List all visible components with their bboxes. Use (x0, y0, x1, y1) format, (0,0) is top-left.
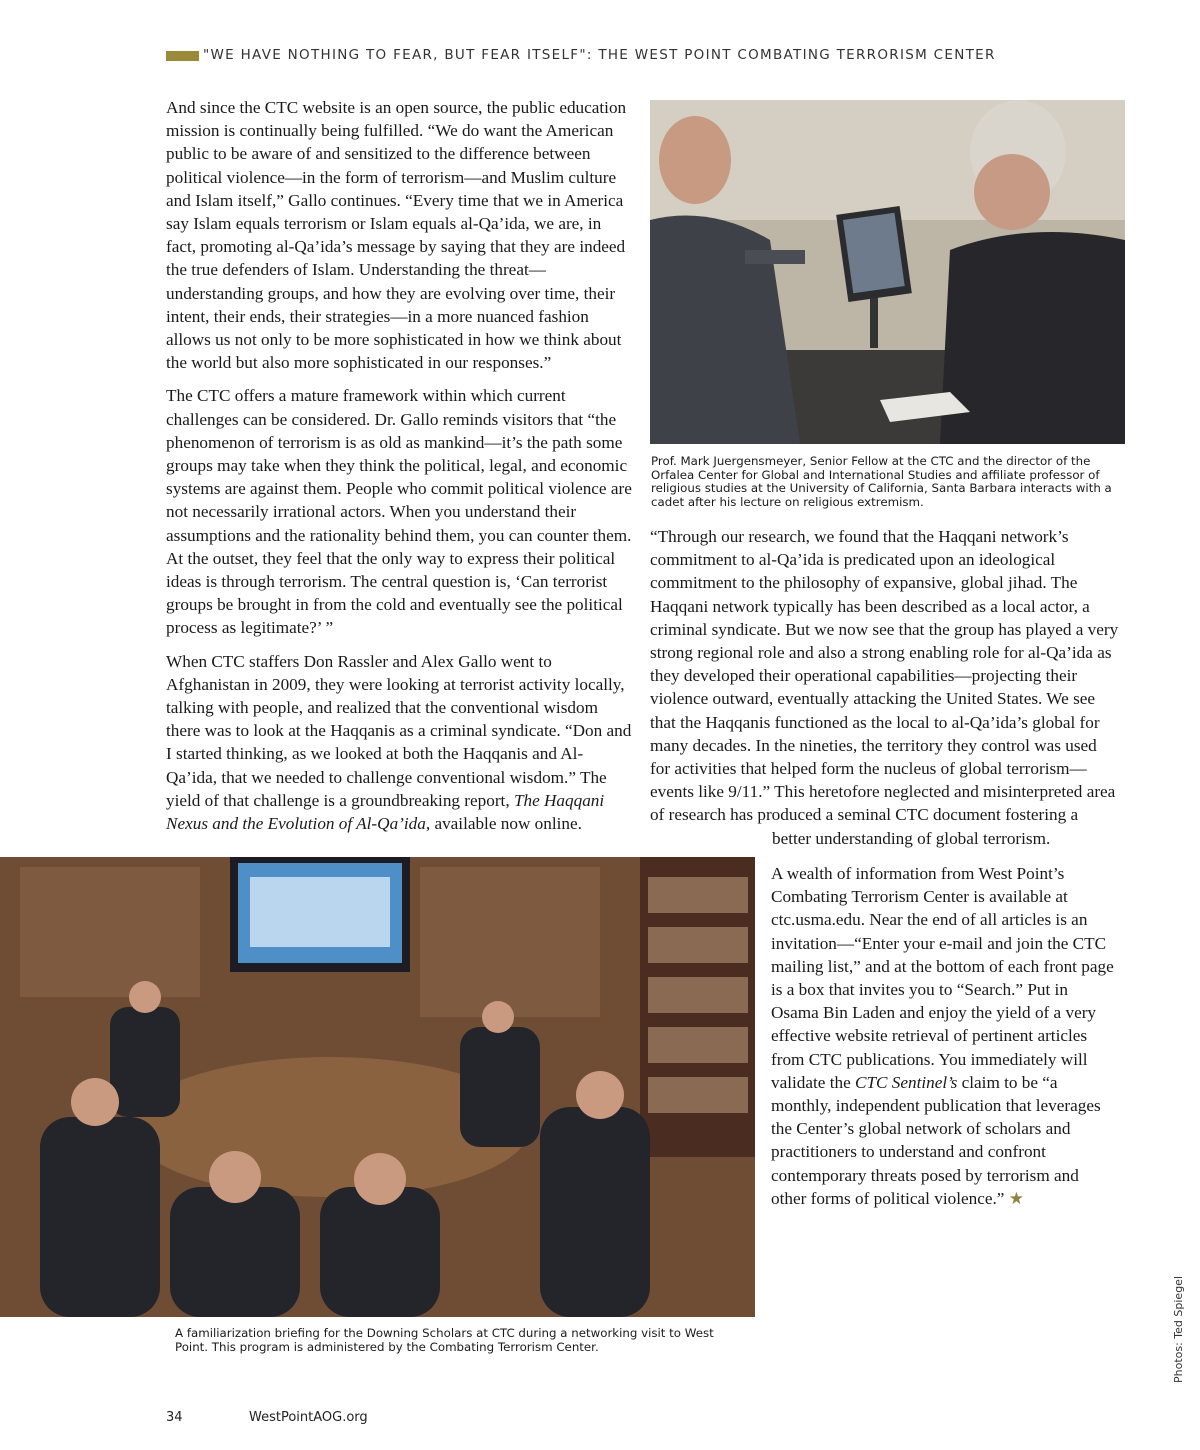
photo-credit: Photos: Ted Spiegel (1172, 1275, 1185, 1383)
running-header: "WE HAVE NOTHING TO FEAR, BUT FEAR ITSELF": THE WEST POINT COMBATING TERRORISM CENTER (203, 47, 996, 63)
quote-paragraph: “Through our research, we found that the Haqqani network’s commitment to al-Qa’ida is predicated upon an ideological commitment to the philosophy of expansive, global jihad. The Haqqani network typically has been described as a local actor, a criminal syndicate. But we now see that the group has played a very strong regional role and also a strong enabling role for al-Qa’ida as they developed their operational capabilities—projecting their violence outward, eventually attacking the United States. We see that the Haqqanis functioned as the local to al-Qa’ida’s global for many decades. In the nineties, the territory they control was used for activities that helped form the nucleus of global terrorism—events like 9/11.” This heretofore neglected and misinterpreted area of research has produced a seminal CTC document fostering a better understanding of global terrorism. (650, 527, 1119, 848)
footer-website: WestPointAOG.org (249, 1410, 368, 1425)
right-column-lower (771, 862, 1116, 1220)
end-star-icon: ★ (1008, 1188, 1025, 1208)
paragraph-3: When CTC staffers Don Rassler and Alex Gallo went to Afghanistan in 2009, they were looking at terrorist activity locally, talking with people, and realized that the conventional wisdom there was to look at the Haqqanis as a criminal syndicate. “Don and I started thinking, as we looked at both the Haqqanis and Al-Qa’ida, that we needed to challenge conventional wisdom.” The yield of that challenge is a groundbreaking report, The Haqqani Nexus and the Evolution of Al-Qa’ida, available now online. (166, 651, 632, 834)
publication-title: CTC Sentinel’s (855, 1072, 958, 1092)
right-column (650, 525, 1120, 861)
page-number: 34 (166, 1410, 183, 1425)
photo-briefing-room (0, 857, 755, 1317)
paragraph-2: The CTC offers a mature framework within which current challenges can be considered. Dr. Gallo reminds visitors that “the phenomenon of terrorism is as old as mankind—it’s the path some groups may take when they think the political, legal, and economic systems are against them. People who commit political violence are not necessarily irrational actors. When you understand their assumptions and the rationality behind them, you can counter them. At the outset, they feel that the only way to express their political ideas is through terrorism. The central question is, ‘Can terrorist groups be brought in from the cold and eventually see the political process as legitimate?’ ” (166, 386, 632, 638)
paragraph-1: And since the CTC website is an open source, the public education mission is continually being fulfilled. “We do want the American public to be aware of and sensitized to the difference between political violence—in the form of terrorism—and Muslim culture and Islam itself,” Gallo continues. “Every time that we in America say Islam equals terrorism or Islam equals al-Qa’ida, we are, in fact, promoting al-Qa’ida’s message by saying that they are indeed the true defenders of Islam. Understanding the threat—understanding groups, and how they are evolving over time, their intent, their ends, their strategies—in a more nuanced fashion allows us not only to be more sophisticated in how we think about the world but also more sophisticated in our responses.” (166, 98, 627, 373)
photo-lecture-illustration (650, 100, 1125, 444)
report-title: The Haqqani Nexus and the Evolution of Al-Qa’ida (166, 790, 605, 834)
photo-lecture-cadet (650, 100, 1125, 444)
photo-caption-bottom: A familiarization briefing for the Downing Scholars at CTC during a networking visit to West Point. This program is administered by the Combating Terrorism Center. (175, 1326, 714, 1354)
photo-briefing-illustration (0, 857, 755, 1317)
photo-caption-top: Prof. Mark Juergensmeyer, Senior Fellow at the CTC and the director of the Orfalea Center for Global and International Studies and affiliate professor of religious studies at the University of California, Santa Barbara interacts with a cadet after his lecture on religious extremism. (651, 454, 1112, 509)
header-accent-bar (166, 51, 199, 61)
closing-paragraph: A wealth of information from West Point’s Combating Terrorism Center is available at ctc.usma.edu. Near the end of all articles is an invitation—“Enter your e-mail and join the CTC mailing list,” and at the bottom of each front page is a box that invites you to “Search.” Put in Osama Bin Laden and enjoy the yield of a very effective website retrieval of pertinent articles from CTC publications. You immediately will validate the CTC Sentinel’s claim to be “a monthly, independent publication that leverages the Center’s global network of scholars and practitioners to understand and confront contemporary threats posed by terrorism and other forms of political violence.” ★ (771, 864, 1114, 1208)
left-column (166, 96, 634, 845)
